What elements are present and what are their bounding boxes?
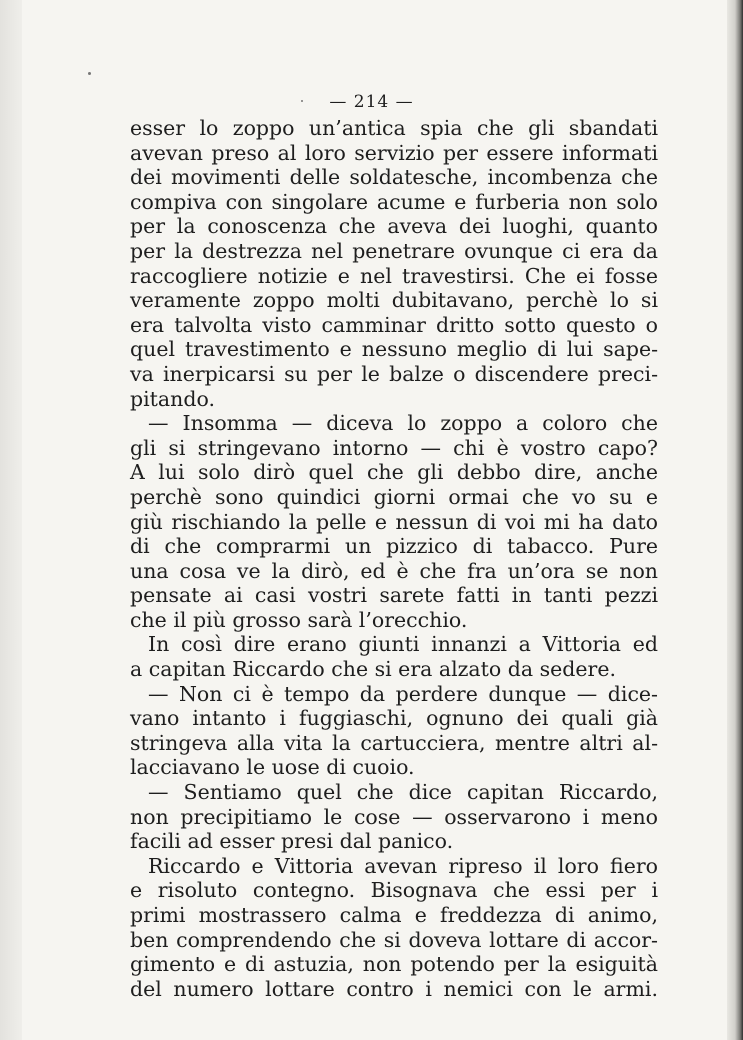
text-line: che il più grosso sarà l’orecchio. bbox=[130, 607, 468, 632]
text-line: giù rischiando la pelle e nessun di voi mi ha dato bbox=[130, 509, 658, 534]
text-line: primi mostrassero calma e freddezza di animo, bbox=[130, 903, 658, 927]
page-edge-shadow bbox=[727, 0, 743, 1040]
text-line: pensate ai casi vostri sarete fatti in tanti pezzi bbox=[130, 583, 658, 608]
text-line: di che comprarmi un pizzico di tabacco. Pure bbox=[130, 534, 658, 559]
text-line: — Non ci è tempo da perdere dunque — dice- bbox=[148, 681, 658, 706]
text-line: esser lo zoppo un’antica spia che gli sbandati bbox=[130, 116, 658, 140]
text-line: compiva con singolare acume e furberia non solo bbox=[130, 189, 658, 214]
text-line: una cosa ve la dirò, ed è che fra un’ora se non bbox=[130, 558, 658, 583]
text-line: gli si stringevano intorno — chi è vostro capo? bbox=[130, 435, 658, 460]
text-line: A lui solo dirò quel che gli debbo dire, anche bbox=[130, 460, 658, 485]
text-line: facili ad esser presi dal panico. bbox=[130, 829, 454, 854]
text-line: vano intanto i fuggiaschi, ognuno dei quali già bbox=[130, 706, 658, 731]
text-line: — Sentiamo quel che dice capitan Riccardo, bbox=[148, 780, 658, 805]
text-line: avevan preso al loro servizio per essere informati bbox=[130, 140, 658, 165]
text-line: raccogliere notizie e nel travestirsi. Che ei fosse bbox=[130, 263, 658, 288]
text-line: ben comprendendo che si doveva lottare di accor- bbox=[130, 927, 658, 952]
text-line: per la conoscenza che aveva dei luoghi, quanto bbox=[130, 214, 658, 239]
paper-speck bbox=[88, 72, 91, 75]
text-line: del numero lottare contro i nemici con le armi. bbox=[130, 976, 658, 1001]
text-line: pitando. bbox=[130, 386, 215, 411]
text-line: a capitan Riccardo che si era alzato da sedere. bbox=[130, 657, 616, 682]
text-line: veramente zoppo molti dubitavano, perchè lo si bbox=[130, 288, 658, 313]
text-line: Riccardo e Vittoria avevan ripreso il loro fiero bbox=[148, 853, 658, 878]
text-line: non precipitiamo le cose — osservarono i meno bbox=[130, 804, 658, 829]
text-line: quel travestimento e nessuno meglio di lui sape- bbox=[130, 337, 658, 362]
text-line: va inerpicarsi su per le balze o discendere preci- bbox=[130, 361, 658, 386]
text-line: perchè sono quindici giorni ormai che vo su e bbox=[130, 484, 658, 509]
body-text bbox=[130, 116, 658, 1001]
text-line: — Insomma — diceva lo zoppo a coloro che bbox=[148, 411, 658, 436]
text-line: lacciavano le uose di cuoio. bbox=[130, 755, 415, 780]
text-line: In così dire erano giunti innanzi a Vittoria ed bbox=[148, 632, 658, 657]
text-line: dei movimenti delle soldatesche, incombenza che bbox=[130, 165, 658, 190]
text-line: era talvolta visto camminar dritto sotto questo o bbox=[130, 312, 658, 337]
text-line: per la destrezza nel penetrare ovunque ci era da bbox=[130, 238, 658, 263]
text-line: stringeva alla vita la cartucciera, mentre altri al- bbox=[130, 730, 658, 755]
text-line: gimento e di astuzia, non potendo per la esiguità bbox=[130, 952, 658, 977]
page-number: — 214 — bbox=[329, 92, 414, 112]
page-gutter-shadow bbox=[0, 0, 22, 1040]
text-line: e risoluto contegno. Bisognava che essi per i bbox=[130, 878, 658, 903]
